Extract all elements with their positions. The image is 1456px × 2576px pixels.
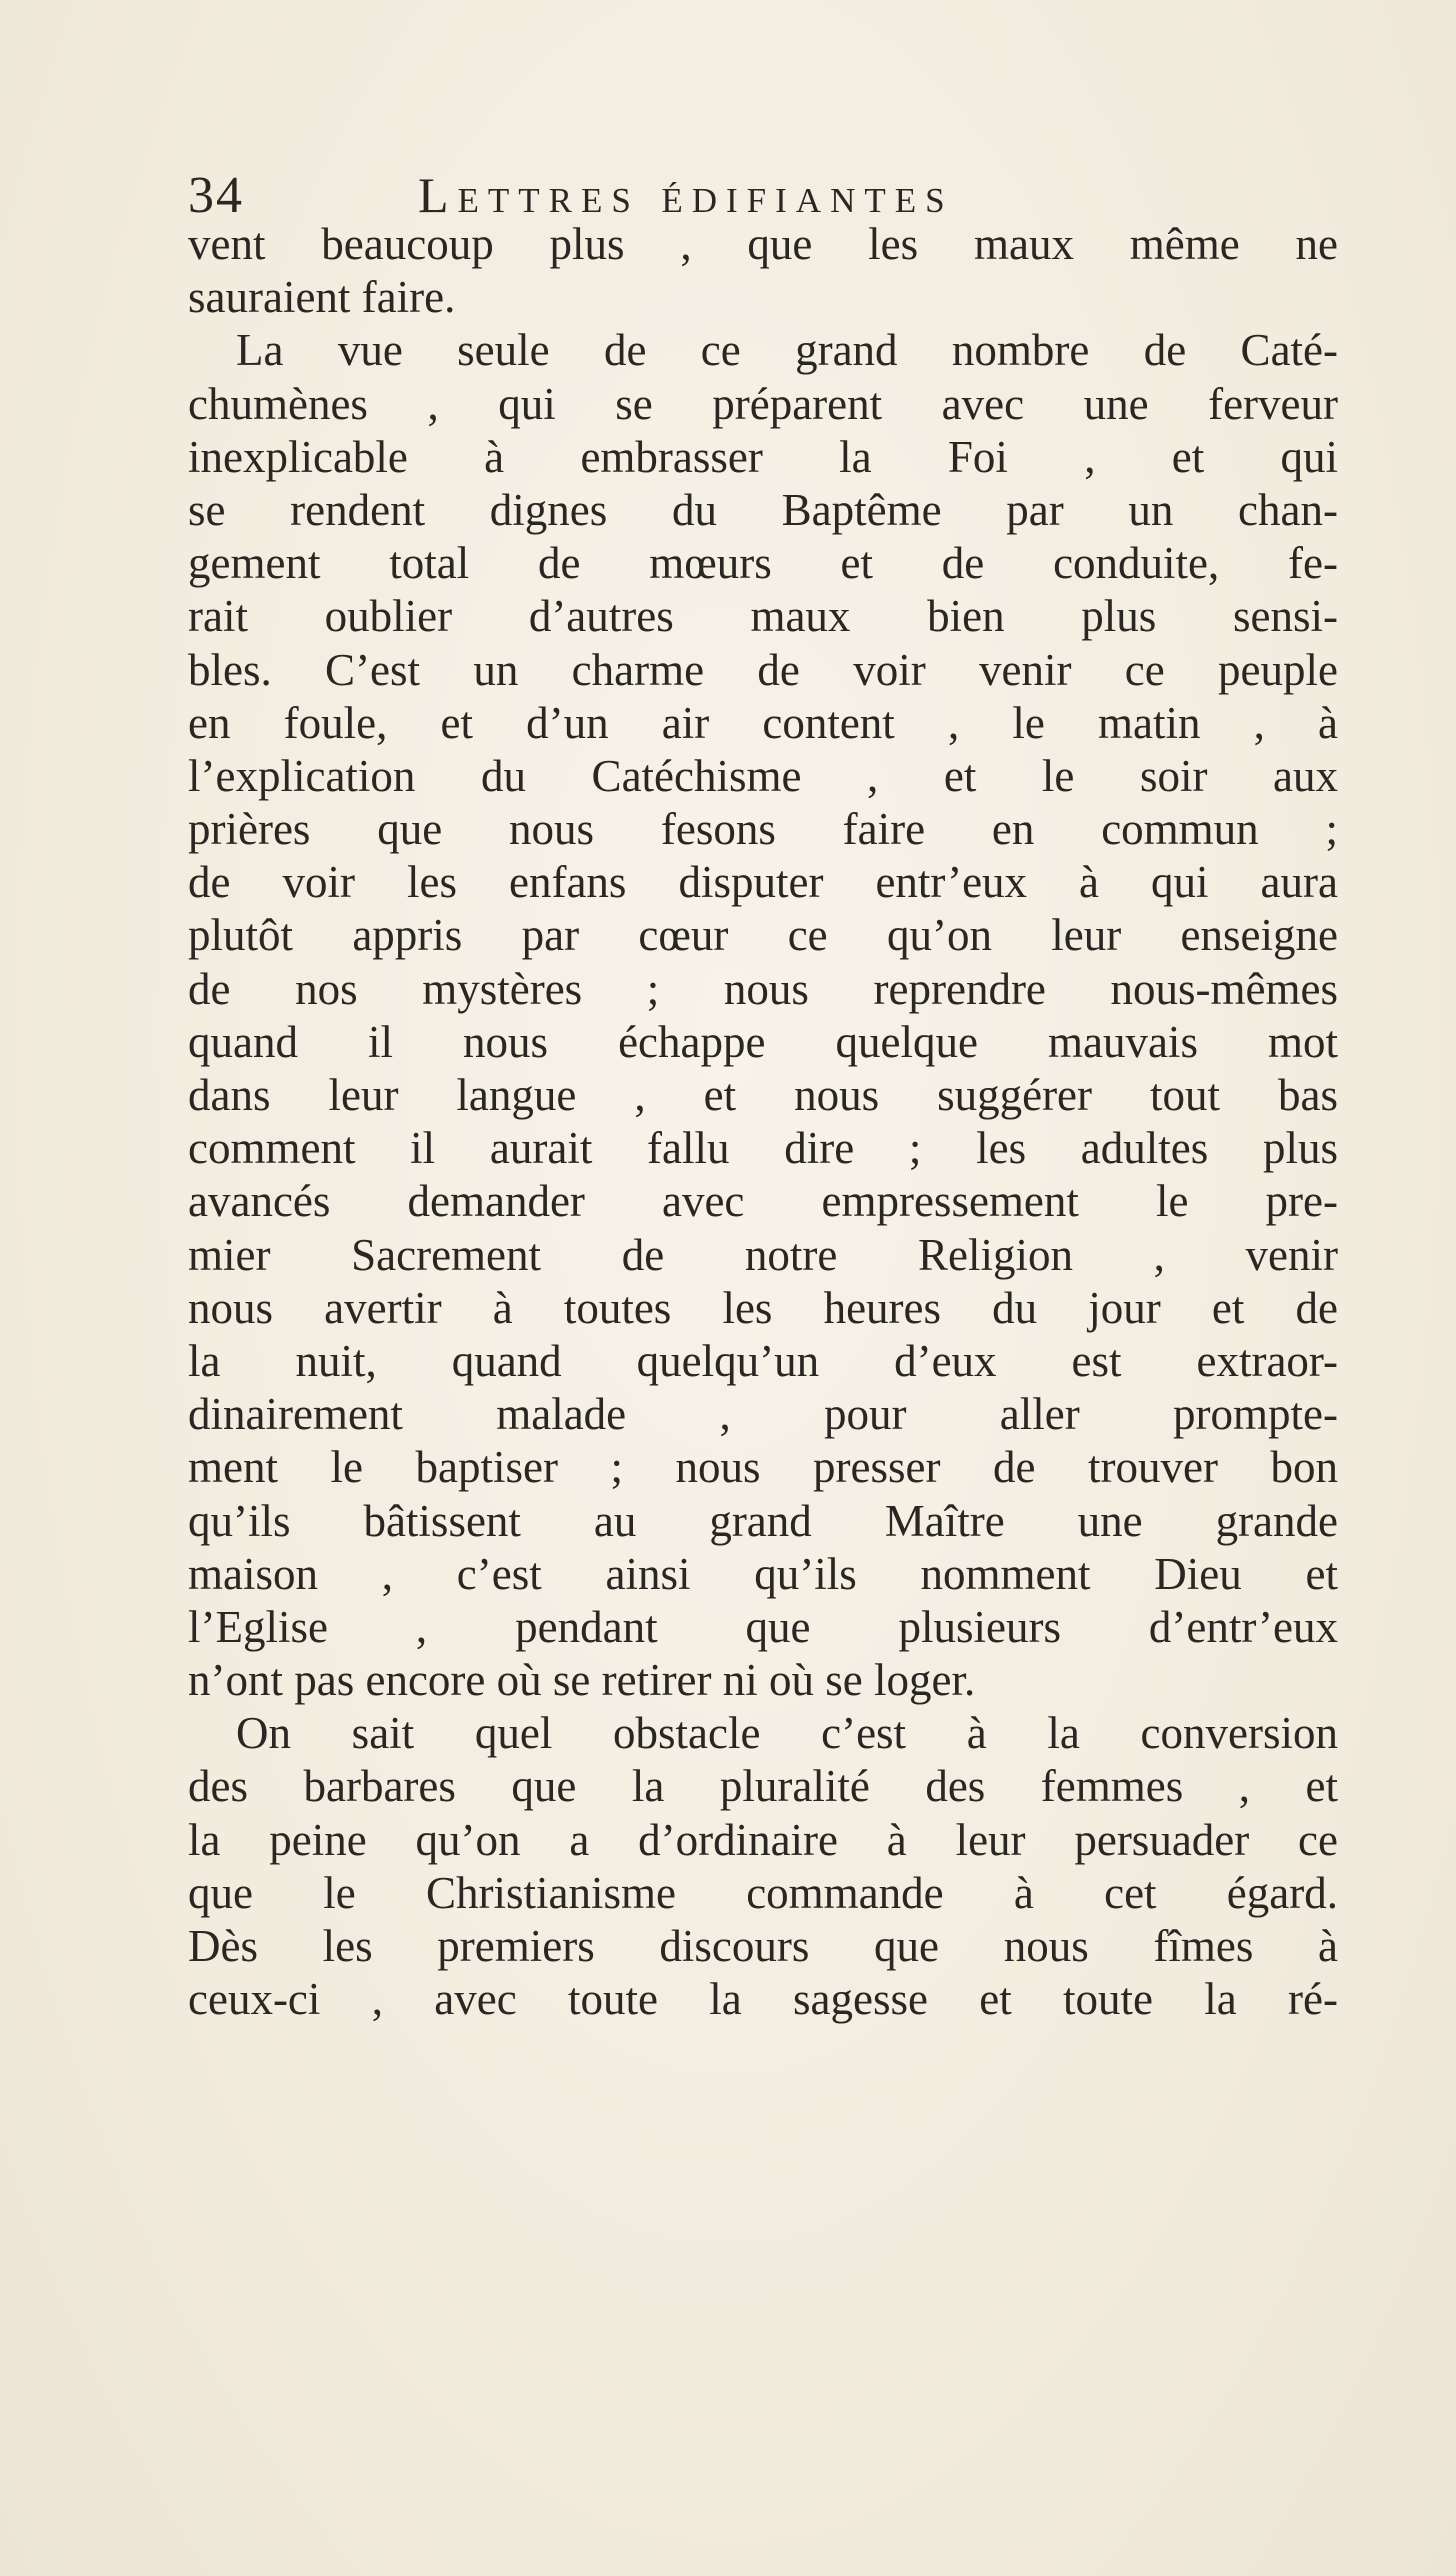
text-line: On sait quel obstacle c’est à la conversion xyxy=(236,1708,1338,1759)
text-line: ment le baptiser ; nous presser de trouver bon xyxy=(188,1442,1338,1493)
text-line: chumènes , qui se préparent avec une ferveur xyxy=(188,378,1338,429)
text-line: prières que nous fesons faire en commun ; xyxy=(188,804,1338,855)
text-line: ceux-ci , avec toute la sagesse et toute la ré- xyxy=(188,1974,1338,2025)
text-line: La vue seule de ce grand nombre de Caté- xyxy=(236,325,1338,376)
text-line: comment il aurait fallu dire ; les adultes plus xyxy=(188,1123,1338,1174)
running-head: Lettres édifiantes xyxy=(418,167,954,223)
text-line: des barbares que la pluralité des femmes , et xyxy=(188,1761,1338,1812)
text-line: en foule, et d’un air content , le matin , à xyxy=(188,697,1338,748)
text-line: se rendent dignes du Baptême par un chan- xyxy=(188,484,1338,535)
text-line: la peine qu’on a d’ordinaire à leur persuader ce xyxy=(188,1814,1338,1865)
text-line: plutôt appris par cœur ce qu’on leur enseigne xyxy=(188,910,1338,961)
text-line: de nos mystères ; nous reprendre nous-mêmes xyxy=(188,963,1338,1014)
text-line: dans leur langue , et nous suggérer tout bas xyxy=(188,1070,1338,1120)
text-line: qu’ils bâtissent au grand Maître une grande xyxy=(188,1495,1338,1546)
text-line: dinairement malade , pour aller prompte- xyxy=(188,1389,1338,1440)
text-line: nous avertir à toutes les heures du jour et de xyxy=(188,1282,1338,1333)
text-line: n’ont pas encore où se retirer ni où se loger. xyxy=(188,1655,976,1706)
text-line: vent beaucoup plus , que les maux même ne xyxy=(188,219,1338,269)
body-text xyxy=(188,218,1338,2026)
text-line: Dès les premiers discours que nous fîmes à xyxy=(188,1921,1338,1971)
text-line: bles. C’est un charme de voir venir ce peuple xyxy=(188,644,1338,695)
text-line: quand il nous échappe quelque mauvais mot xyxy=(188,1016,1338,1067)
text-line: de voir les enfans disputer entr’eux à qui aura xyxy=(188,857,1338,908)
text-line: que le Christianisme commande à cet égard. xyxy=(188,1867,1338,1918)
text-line: sauraient faire. xyxy=(188,272,456,323)
text-line: gement total de mœurs et de conduite, fe- xyxy=(188,538,1338,589)
text-line: l’explication du Catéchisme , et le soir aux xyxy=(188,750,1338,801)
text-line: mier Sacrement de notre Religion , venir xyxy=(188,1229,1338,1280)
text-line: la nuit, quand quelqu’un d’eux est extraor- xyxy=(188,1335,1338,1386)
text-line: maison , c’est ainsi qu’ils nomment Dieu et xyxy=(188,1548,1338,1599)
text-line: rait oublier d’autres maux bien plus sensi- xyxy=(188,591,1338,642)
text-line: avancés demander avec empressement le pre- xyxy=(188,1176,1338,1227)
text-line: inexplicable à embrasser la Foi , et qui xyxy=(188,431,1338,482)
text-line: l’Eglise , pendant que plusieurs d’entr’eux xyxy=(188,1601,1338,1652)
page-number: 34 xyxy=(188,167,244,224)
